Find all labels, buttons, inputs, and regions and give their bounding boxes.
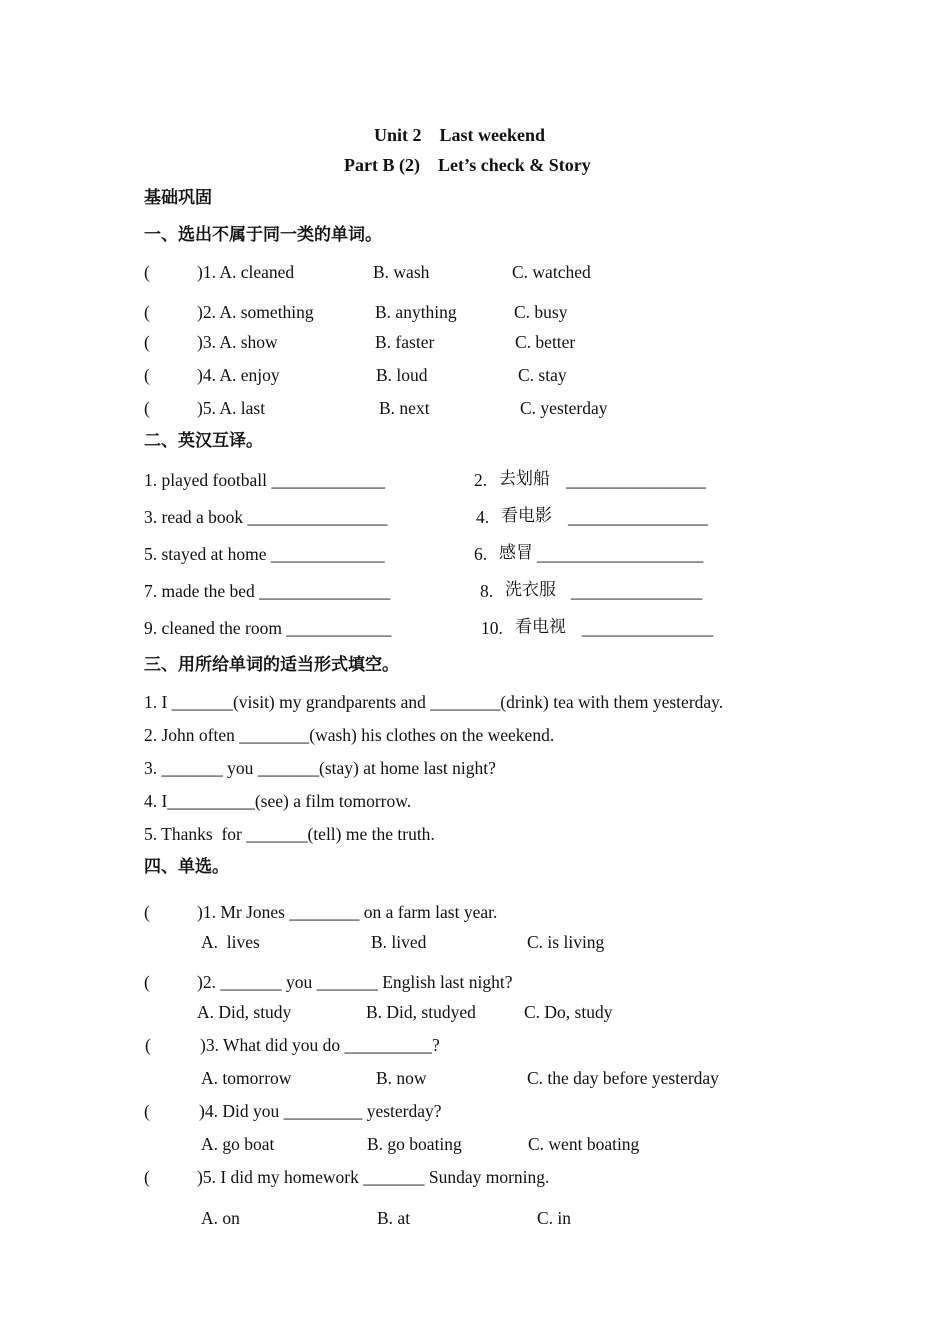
answer-paren[interactable]: ( — [144, 1101, 150, 1121]
option-c: C. stay — [518, 365, 567, 385]
section-2-heading: 二、英汉互译。 — [144, 431, 263, 451]
question-text: )3. A. show — [197, 332, 278, 352]
question-text: )4. Did you _________ yesterday? — [199, 1101, 442, 1121]
translate-item-number: 8. — [480, 581, 494, 601]
section-basic-heading: 基础巩固 — [144, 188, 212, 208]
translate-item-chinese: 去划船 — [499, 469, 550, 489]
question-text: )2. _______ you _______ English last night? — [197, 972, 513, 992]
translate-blank[interactable]: _______________ — [571, 581, 703, 601]
translate-item-left[interactable]: 5. stayed at home _____________ — [144, 544, 385, 564]
option-b: B. Did, studyed — [366, 1002, 476, 1022]
option-a: A. go boat — [201, 1134, 275, 1154]
translate-item-chinese: 看电影 — [501, 506, 552, 526]
translate-item-chinese: 看电视 — [515, 617, 566, 637]
translate-item-left[interactable]: 3. read a book ________________ — [144, 507, 388, 527]
translate-item-number: 6. — [474, 544, 488, 564]
option-c: C. busy — [514, 302, 568, 322]
translate-item-number: 2. — [474, 470, 488, 490]
translate-item-number: 10. — [481, 618, 503, 638]
option-b: B. faster — [375, 332, 435, 352]
option-c: C. yesterday — [520, 398, 608, 418]
question-text: )5. I did my homework _______ Sunday morning. — [197, 1167, 550, 1187]
option-a: A. on — [201, 1208, 240, 1228]
part-title: Part B (2) Let’s check & Story — [344, 155, 591, 175]
fill-in-sentence-4[interactable]: 4. I__________(see) a film tomorrow. — [144, 791, 412, 811]
option-c: C. watched — [512, 262, 591, 282]
fill-in-sentence-1[interactable]: 1. I _______(visit) my grandparents and ________(drink) tea with them yesterday. — [144, 692, 724, 712]
option-b: B. loud — [376, 365, 428, 385]
question-text: )4. A. enjoy — [197, 365, 280, 385]
translate-item-number: 4. — [476, 507, 490, 527]
option-a: A. lives — [201, 932, 260, 952]
translate-blank[interactable]: ________________ — [566, 470, 706, 490]
question-text: )5. A. last — [197, 398, 266, 418]
option-b: B. go boating — [367, 1134, 462, 1154]
answer-paren[interactable]: ( — [144, 972, 150, 992]
fill-in-sentence-3[interactable]: 3. _______ you _______(stay) at home last night? — [144, 758, 496, 778]
translate-item-left[interactable]: 9. cleaned the room ____________ — [144, 618, 392, 638]
option-b: B. anything — [375, 302, 457, 322]
option-c: C. better — [515, 332, 576, 352]
translate-item-chinese: 感冒 — [499, 543, 533, 563]
fill-in-sentence-5[interactable]: 5. Thanks for _______(tell) me the truth. — [144, 824, 435, 844]
option-c: C. went boating — [528, 1134, 640, 1154]
option-b: B. now — [376, 1068, 427, 1088]
option-b: B. wash — [373, 262, 430, 282]
answer-paren[interactable]: ( — [145, 1035, 151, 1055]
answer-paren[interactable]: ( — [144, 365, 150, 385]
option-c: C. the day before yesterday — [527, 1068, 719, 1088]
option-a: A. tomorrow — [201, 1068, 292, 1088]
translate-item-chinese: 洗衣服 — [505, 580, 556, 600]
answer-paren[interactable]: ( — [144, 902, 150, 922]
section-4-heading: 四、单选。 — [144, 857, 229, 877]
answer-paren[interactable]: ( — [144, 302, 150, 322]
translate-blank[interactable]: _______________ — [582, 618, 714, 638]
translate-blank[interactable]: ___________________ — [537, 544, 704, 564]
section-1-heading: 一、选出不属于同一类的单词。 — [144, 225, 382, 245]
translate-item-left[interactable]: 1. played football _____________ — [144, 470, 386, 490]
answer-paren[interactable]: ( — [144, 262, 150, 282]
option-b: B. at — [377, 1208, 411, 1228]
option-b: B. lived — [371, 932, 427, 952]
fill-in-sentence-2[interactable]: 2. John often ________(wash) his clothes on the weekend. — [144, 725, 555, 745]
question-text: )1. Mr Jones ________ on a farm last year. — [197, 902, 498, 922]
option-c: C. in — [537, 1208, 572, 1228]
answer-paren[interactable]: ( — [144, 332, 150, 352]
option-c: C. is living — [527, 932, 605, 952]
question-text: )1. A. cleaned — [197, 262, 295, 282]
answer-paren[interactable]: ( — [144, 398, 150, 418]
option-a: A. Did, study — [197, 1002, 292, 1022]
section-3-heading: 三、用所给单词的适当形式填空。 — [144, 655, 399, 675]
translate-item-left[interactable]: 7. made the bed _______________ — [144, 581, 391, 601]
unit-title: Unit 2 Last weekend — [374, 125, 546, 145]
option-c: C. Do, study — [524, 1002, 613, 1022]
translate-blank[interactable]: ________________ — [568, 507, 708, 527]
option-b: B. next — [379, 398, 430, 418]
answer-paren[interactable]: ( — [144, 1167, 150, 1187]
question-text: )3. What did you do __________? — [200, 1035, 440, 1055]
question-text: )2. A. something — [197, 302, 314, 322]
